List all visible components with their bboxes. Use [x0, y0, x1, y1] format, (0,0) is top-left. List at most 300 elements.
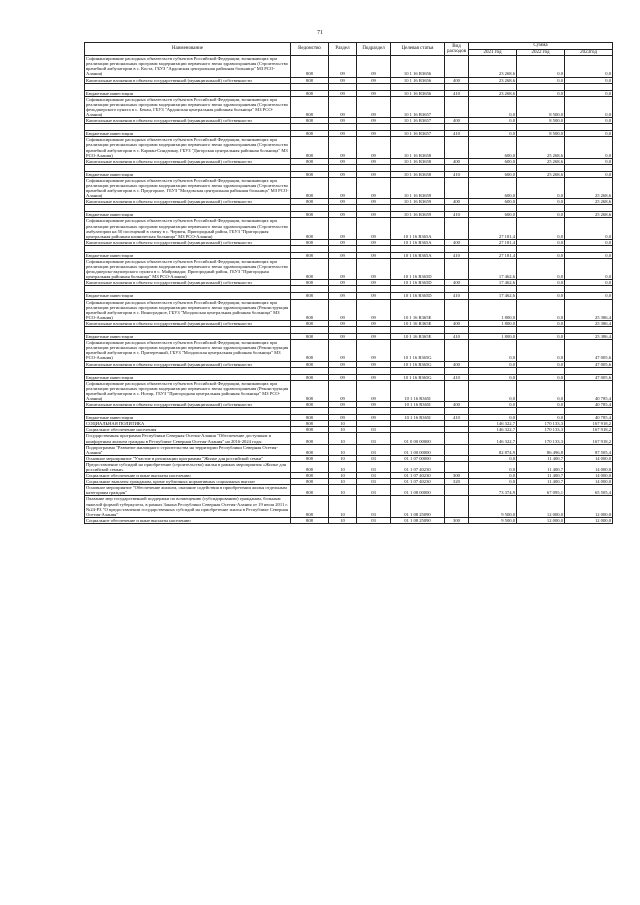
row-sum-2021: 9 500,0: [469, 496, 517, 517]
row-sum-2023: 47 005,6: [565, 361, 613, 367]
row-dept: 808: [291, 473, 329, 479]
spacer-cell: [357, 367, 391, 374]
spacer-cell: [565, 286, 613, 293]
row-sum-2023: 0,0: [565, 218, 613, 239]
row-name: Социальные выплаты гражданам, кроме публичных нормативных социальных выплат: [85, 479, 291, 485]
row-sum-2022: 0,0: [517, 380, 565, 401]
row-exptype: [445, 56, 469, 77]
spacer-cell: [565, 205, 613, 212]
row-section: 09: [329, 415, 357, 421]
spacer-row: [85, 205, 613, 212]
row-subsection: 09: [357, 118, 391, 124]
row-name: Бюджетные инвестиции: [85, 90, 291, 96]
spacer-cell: [291, 124, 329, 131]
row-target: 10 1 16 R3656: [391, 77, 445, 83]
row-sum-2022: 0,0: [517, 361, 565, 367]
spacer-row: [85, 245, 613, 252]
table-header: [85, 43, 613, 56]
spacer-row: [85, 327, 613, 334]
row-name: Государственная программа Республики Северная Осетия-Алания "Обеспечение доступным и комфортным жильем граждан в Республике Северная Осетия-Алания" на 2016-2024 годы: [85, 433, 291, 444]
row-name: Капитальные вложения в объекты государственной (муниципальной) собственности: [85, 77, 291, 83]
header-dept: Ведомство: [291, 43, 329, 56]
row-name: Софинансирование расходных обязательств субъектов Российской Федерации, возникающих при реализации региональных программ модернизации первичного звена здравоохранения (Реконструкция врачебной амбулатории в с. Виноградное, ГБУЗ "Моздокская центральная районная больница" МЗ РСО-Алания): [85, 299, 291, 320]
row-sum-2022: 0,0: [517, 415, 565, 421]
row-section: 09: [329, 252, 357, 258]
spacer-cell: [391, 83, 445, 90]
row-sum-2021: 600,0: [469, 212, 517, 218]
row-dept: 808: [291, 118, 329, 124]
spacer-cell: [445, 83, 469, 90]
row-target: 01 1 08 25090: [391, 496, 445, 517]
row-dept: 808: [291, 280, 329, 286]
row-sum-2023: 47 005,6: [565, 340, 613, 361]
row-exptype: [445, 299, 469, 320]
row-sum-2023: 47 005,6: [565, 374, 613, 380]
row-exptype: 400: [445, 77, 469, 83]
table-row: [85, 380, 613, 401]
row-section: 10: [329, 433, 357, 444]
row-section: 09: [329, 158, 357, 164]
row-sum-2021: 0,0: [469, 455, 517, 461]
row-subsection: 09: [357, 293, 391, 299]
row-subsection: 09: [357, 90, 391, 96]
row-target: 10 1 16 R365A: [391, 252, 445, 258]
spacer-cell: [517, 408, 565, 415]
row-name: Софинансирование расходных обязательств субъектов Российской Федерации, возникающих при реализации региональных программ модернизации первичного звена здравоохранения (Строительство фельдшерского пункта в с. Бекан, ГБУЗ "Ардонская центральная районная больница" МЗ РСО-Алания): [85, 96, 291, 117]
row-target: 10 1 16 R365D: [391, 280, 445, 286]
row-target: 01 1 00 00000: [391, 444, 445, 455]
spacer-cell: [357, 327, 391, 334]
row-sum-2022: 0,0: [517, 212, 565, 218]
row-section: 10: [329, 461, 357, 472]
spacer-cell: [565, 408, 613, 415]
row-sum-2022: 11 400,7: [517, 473, 565, 479]
row-sum-2023: 40 785,4: [565, 380, 613, 401]
row-dept: 808: [291, 461, 329, 472]
row-subsection: 03: [357, 496, 391, 517]
row-subsection: 03: [357, 461, 391, 472]
row-name: Софинансирование расходных обязательств субъектов Российской Федерации, возникающих при реализации региональных программ модернизации первичного звена здравоохранения (Строительство фельдшерско-акушерского пункта в с. Майрамадаг, Пригородный район, ГБУЗ "Пригородная центральная районная больница" МЗ РСО-Алания): [85, 259, 291, 280]
row-name: Основное мероприятие "Обеспечение жильем, оказание содействия в приобретении жилья отдельным категориям граждан": [85, 485, 291, 496]
spacer-row: [85, 164, 613, 171]
row-dept: 808: [291, 299, 329, 320]
row-sum-2022: 8 500,0: [517, 118, 565, 124]
row-name: Софинансирование расходных обязательств субъектов Российской Федерации, возникающих при реализации региональных программ модернизации первичного звена здравоохранения (Строительство врачебной амбулатории в с. Карман-Синдзикау, ГБУЗ "Дигорская центральная районная больница" МЗ РСО-Алания): [85, 137, 291, 158]
row-name: Софинансирование расходных обязательств субъектов Российской Федерации, возникающих при реализации региональных программ модернизации первичного звена здравоохранения (Строительство амбулатории на 50 посещений в смену в с. Чермен, Пригородный район, ГБУЗ "Пригородная центральная районная клиническая больница" МЗ РСО-Алания): [85, 218, 291, 239]
spacer-cell: [469, 164, 517, 171]
row-section: 09: [329, 280, 357, 286]
row-name: Капитальные вложения в объекты государственной (муниципальной) собственности: [85, 361, 291, 367]
row-name: Предоставление субсидий на приобретение (строительство) жилья в рамках мероприятия «Жилье для российской семьи»: [85, 461, 291, 472]
row-section: 09: [329, 340, 357, 361]
row-exptype: 300: [445, 473, 469, 479]
row-sum-2022: 0,0: [517, 199, 565, 205]
row-subsection: 09: [357, 56, 391, 77]
row-name: Капитальные вложения в объекты государственной (муниципальной) собственности: [85, 320, 291, 326]
row-dept: 808: [291, 293, 329, 299]
row-sum-2021: 0,0: [469, 402, 517, 408]
row-section: 10: [329, 496, 357, 517]
row-sum-2022: 11 400,7: [517, 479, 565, 485]
row-sum-2023: 12 000,0: [565, 517, 613, 523]
row-sum-2022: 0,0: [517, 218, 565, 239]
table-row: [85, 177, 613, 198]
row-exptype: [445, 444, 469, 455]
row-dept: 808: [291, 158, 329, 164]
row-sum-2022: 0,0: [517, 280, 565, 286]
row-name: Бюджетные инвестиции: [85, 252, 291, 258]
row-subsection: 09: [357, 299, 391, 320]
row-exptype: [445, 177, 469, 198]
spacer-cell: [469, 367, 517, 374]
spacer-cell: [469, 245, 517, 252]
spacer-cell: [469, 327, 517, 334]
table-body: [85, 56, 613, 524]
row-dept: 808: [291, 402, 329, 408]
spacer-cell: [517, 124, 565, 131]
row-dept: 808: [291, 252, 329, 258]
row-target: 10 1 16 R3659: [391, 212, 445, 218]
spacer-cell: [291, 164, 329, 171]
row-dept: 808: [291, 177, 329, 198]
row-sum-2022: 67 095,1: [517, 485, 565, 496]
row-target: 10 1 16 R3658: [391, 171, 445, 177]
row-exptype: [445, 433, 469, 444]
row-subsection: 09: [357, 252, 391, 258]
row-dept: 808: [291, 361, 329, 367]
row-sum-2021: 23 268,6: [469, 90, 517, 96]
spacer-cell: [391, 408, 445, 415]
spacer-cell: [329, 327, 357, 334]
row-sum-2021: 73 374,9: [469, 485, 517, 496]
row-subsection: 09: [357, 137, 391, 158]
spacer-cell: [357, 408, 391, 415]
row-sum-2023: 0,0: [565, 118, 613, 124]
spacer-cell: [291, 408, 329, 415]
row-target: 10 1 16 R3656: [391, 90, 445, 96]
row-dept: 808: [291, 374, 329, 380]
spacer-cell: [517, 327, 565, 334]
row-section: 09: [329, 259, 357, 280]
spacer-cell: [329, 124, 357, 131]
row-sum-2023: 0,0: [565, 239, 613, 245]
spacer-cell: [329, 286, 357, 293]
row-target: 01 1 07 40230: [391, 461, 445, 472]
row-sum-2022: 0,0: [517, 56, 565, 77]
spacer-cell: [517, 164, 565, 171]
row-sum-2023: 0,0: [565, 137, 613, 158]
row-exptype: 400: [445, 239, 469, 245]
row-name: Оказание мер государственной поддержки по возмещению (субсидированию) гражданам, больным тяжелой формой туберкулеза, в рамках Закона Республики Северная Осетия-Алания от 19 июля 2011 г. №24-РЗ "О предоставлении государственных субсидий на приобретение жилья в Республике Северная Осетия-Алания": [85, 496, 291, 517]
row-target: 10 1 16 R3657: [391, 96, 445, 117]
row-sum-2023: 0,0: [565, 158, 613, 164]
spacer-cell: [291, 205, 329, 212]
table-row: [85, 137, 613, 158]
table-row: [85, 496, 613, 517]
spacer-cell: [85, 83, 291, 90]
row-sum-2021: 0,0: [469, 96, 517, 117]
row-sum-2022: 86 496,8: [517, 444, 565, 455]
table-row: [85, 444, 613, 455]
row-sum-2022: 11 400,7: [517, 455, 565, 461]
header-sum: Сумма: [469, 43, 613, 50]
row-sum-2023: 14 000,0: [565, 479, 613, 485]
row-section: 09: [329, 199, 357, 205]
row-section: 09: [329, 118, 357, 124]
row-name: Основное мероприятие "Участие в реализации программы "Жилье для российской семьи": [85, 455, 291, 461]
spacer-cell: [469, 286, 517, 293]
row-section: 10: [329, 485, 357, 496]
row-sum-2021: 0,0: [469, 380, 517, 401]
row-name: Социальное обеспечение и иные выплаты населению: [85, 473, 291, 479]
row-section: 09: [329, 131, 357, 137]
table-row: [85, 340, 613, 361]
spacer-cell: [329, 205, 357, 212]
row-dept: 808: [291, 212, 329, 218]
row-exptype: 320: [445, 479, 469, 485]
row-sum-2021: 9 500,0: [469, 517, 517, 523]
spacer-cell: [291, 83, 329, 90]
row-exptype: [445, 380, 469, 401]
row-exptype: 410: [445, 90, 469, 96]
row-exptype: [445, 461, 469, 472]
row-target: 10 1 16 R3658: [391, 158, 445, 164]
row-dept: 808: [291, 479, 329, 485]
header-2021: 2021 год: [469, 49, 517, 56]
spacer-row: [85, 83, 613, 90]
row-section: 09: [329, 137, 357, 158]
row-sum-2023: 0,0: [565, 56, 613, 77]
spacer-cell: [329, 408, 357, 415]
header-2022: 2022 год: [517, 49, 565, 56]
row-sum-2023: 0,0: [565, 131, 613, 137]
spacer-row: [85, 286, 613, 293]
row-sum-2023: 25 268,6: [565, 177, 613, 198]
row-subsection: 09: [357, 361, 391, 367]
row-name: Капитальные вложения в объекты государственной (муниципальной) собственности: [85, 402, 291, 408]
row-section: 09: [329, 299, 357, 320]
row-subsection: 03: [357, 473, 391, 479]
row-section: 09: [329, 171, 357, 177]
row-sum-2022: 170 133,3: [517, 427, 565, 433]
row-target: 01 1 07 40230: [391, 473, 445, 479]
row-subsection: 09: [357, 199, 391, 205]
spacer-cell: [445, 124, 469, 131]
row-sum-2021: 146 322,7: [469, 433, 517, 444]
row-sum-2021: 27 181,4: [469, 218, 517, 239]
spacer-cell: [357, 205, 391, 212]
row-exptype: [445, 496, 469, 517]
spacer-cell: [291, 367, 329, 374]
row-target: 10 1 16 R365I: [391, 415, 445, 421]
row-name: Социальное обеспечение и иные выплаты населению: [85, 517, 291, 523]
row-subsection: 09: [357, 158, 391, 164]
row-target: 10 1 16 R365A: [391, 218, 445, 239]
spacer-cell: [291, 286, 329, 293]
row-section: 10: [329, 427, 357, 433]
spacer-cell: [85, 164, 291, 171]
row-section: 09: [329, 177, 357, 198]
row-section: 09: [329, 320, 357, 326]
row-name: Софинансирование расходных обязательств субъектов Российской Федерации, возникающих при реализации региональных программ модернизации первичного звена здравоохранения (Строительство врачебной амбулатории в с. Предгорное, ГБУЗ "Моздокская центральная районная больница" МЗ РСО-Алания): [86, 177, 289, 199]
row-target: 10 1 16 R365A: [391, 239, 445, 245]
row-sum-2023: 167 918,2: [565, 433, 613, 444]
row-subsection: 03: [357, 427, 391, 433]
row-sum-2023: 0,0: [565, 96, 613, 117]
row-sum-2022: 12 000,0: [517, 496, 565, 517]
header-2023: 2023год: [565, 49, 613, 56]
row-target: 10 1 16 R365I: [391, 380, 445, 401]
row-dept: 808: [291, 444, 329, 455]
spacer-cell: [391, 164, 445, 171]
row-exptype: 400: [445, 118, 469, 124]
spacer-cell: [445, 245, 469, 252]
row-sum-2022: 170 133,3: [517, 433, 565, 444]
row-name: Бюджетные инвестиции: [85, 334, 291, 340]
row-section: 09: [329, 380, 357, 401]
row-sum-2023: 0,0: [565, 171, 613, 177]
row-name: Подпрограмма "Развитие жилищного строительства на территории Республики Северная Осетия-Алания": [85, 444, 291, 455]
row-sum-2022: 0,0: [517, 320, 565, 326]
row-dept: 808: [291, 131, 329, 137]
row-sum-2021: 146 322,7: [469, 427, 517, 433]
spacer-row: [85, 367, 613, 374]
row-dept: 808: [291, 334, 329, 340]
row-sum-2021: 82 874,9: [469, 444, 517, 455]
row-sum-2023: 0,0: [565, 77, 613, 83]
row-sum-2023: 167 918,2: [565, 427, 613, 433]
spacer-cell: [445, 367, 469, 374]
row-sum-2023: 0,0: [565, 252, 613, 258]
row-section: 10: [329, 444, 357, 455]
spacer-cell: [329, 245, 357, 252]
spacer-row: [85, 408, 613, 415]
row-target: 01 1 07 40230: [391, 479, 445, 485]
row-sum-2023: 167 918,2: [565, 421, 613, 427]
row-exptype: 410: [445, 171, 469, 177]
row-target: 10 1 16 R365E: [391, 334, 445, 340]
row-subsection: 09: [357, 218, 391, 239]
row-dept: 808: [291, 96, 329, 117]
row-subsection: 09: [357, 77, 391, 83]
row-sum-2021: 600,0: [469, 158, 517, 164]
spacer-cell: [469, 408, 517, 415]
row-sum-2023: 14 000,0: [565, 473, 613, 479]
row-sum-2023: 40 785,4: [565, 402, 613, 408]
spacer-row: [85, 124, 613, 131]
spacer-cell: [565, 83, 613, 90]
row-sum-2023: 0,0: [565, 90, 613, 96]
row-target: 10 1 16 R365E: [391, 299, 445, 320]
row-sum-2021: 600,0: [469, 137, 517, 158]
spacer-cell: [445, 408, 469, 415]
spacer-cell: [517, 286, 565, 293]
row-exptype: 400: [445, 361, 469, 367]
spacer-cell: [329, 367, 357, 374]
table-row: [85, 96, 613, 117]
spacer-cell: [329, 164, 357, 171]
row-sum-2021: 600,0: [469, 199, 517, 205]
row-name: СОЦИАЛЬНАЯ ПОЛИТИКА: [85, 421, 291, 427]
spacer-cell: [85, 286, 291, 293]
row-exptype: [445, 340, 469, 361]
row-subsection: 09: [357, 374, 391, 380]
row-subsection: 09: [357, 177, 391, 198]
row-target: 10 1 16 R365G: [391, 340, 445, 361]
row-sum-2022: 8 500,0: [517, 96, 565, 117]
row-exptype: 300: [445, 517, 469, 523]
spacer-cell: [469, 205, 517, 212]
row-exptype: 410: [445, 252, 469, 258]
spacer-cell: [357, 245, 391, 252]
header-section: Раздел: [329, 43, 357, 56]
spacer-cell: [85, 205, 291, 212]
row-sum-2021: 0,0: [469, 361, 517, 367]
row-sum-2021: 146 322,7: [469, 421, 517, 427]
spacer-cell: [469, 83, 517, 90]
row-name: Капитальные вложения в объекты государственной (муниципальной) собственности: [85, 158, 291, 164]
spacer-cell: [517, 83, 565, 90]
spacer-cell: [565, 245, 613, 252]
spacer-cell: [85, 367, 291, 374]
row-sum-2022: 0,0: [517, 340, 565, 361]
row-subsection: 03: [357, 485, 391, 496]
row-dept: 808: [291, 56, 329, 77]
row-subsection: 09: [357, 415, 391, 421]
row-sum-2022: 0,0: [517, 259, 565, 280]
row-section: 09: [329, 239, 357, 245]
row-subsection: 09: [357, 402, 391, 408]
row-exptype: 400: [445, 280, 469, 286]
row-exptype: 400: [445, 402, 469, 408]
row-sum-2021: 0,0: [469, 118, 517, 124]
spacer-cell: [391, 124, 445, 131]
row-section: 10: [329, 479, 357, 485]
row-section: 09: [329, 374, 357, 380]
row-target: 10 1 16 R365E: [391, 320, 445, 326]
row-sum-2023: 0,0: [565, 293, 613, 299]
row-dept: 808: [291, 77, 329, 83]
spacer-cell: [565, 327, 613, 334]
row-sum-2022: 0,0: [517, 239, 565, 245]
spacer-cell: [357, 286, 391, 293]
row-sum-2023: 25 386,4: [565, 334, 613, 340]
row-sum-2021: 1 800,0: [469, 334, 517, 340]
row-sum-2023: 0,0: [565, 259, 613, 280]
row-target: 01 1 08 00000: [391, 485, 445, 496]
row-target: 10 1 16 R365I: [391, 402, 445, 408]
table-row: [85, 517, 613, 523]
row-sum-2023: 14 000,0: [565, 461, 613, 472]
row-target: 01 0 00 00000: [391, 433, 445, 444]
table-row: [85, 299, 613, 320]
row-sum-2022: 11 400,7: [517, 461, 565, 472]
row-sum-2021: 0,0: [469, 131, 517, 137]
row-sum-2023: 25 268,6: [565, 199, 613, 205]
spacer-cell: [85, 245, 291, 252]
spacer-cell: [565, 124, 613, 131]
row-subsection: 09: [357, 380, 391, 401]
spacer-cell: [445, 205, 469, 212]
spacer-cell: [291, 245, 329, 252]
row-sum-2022: 0,0: [517, 177, 565, 198]
row-sum-2021: 600,0: [469, 177, 517, 198]
row-exptype: 410: [445, 293, 469, 299]
row-sum-2021: 27 181,4: [469, 239, 517, 245]
row-exptype: 400: [445, 320, 469, 326]
table-row: [85, 218, 613, 239]
row-subsection: 03: [357, 517, 391, 523]
